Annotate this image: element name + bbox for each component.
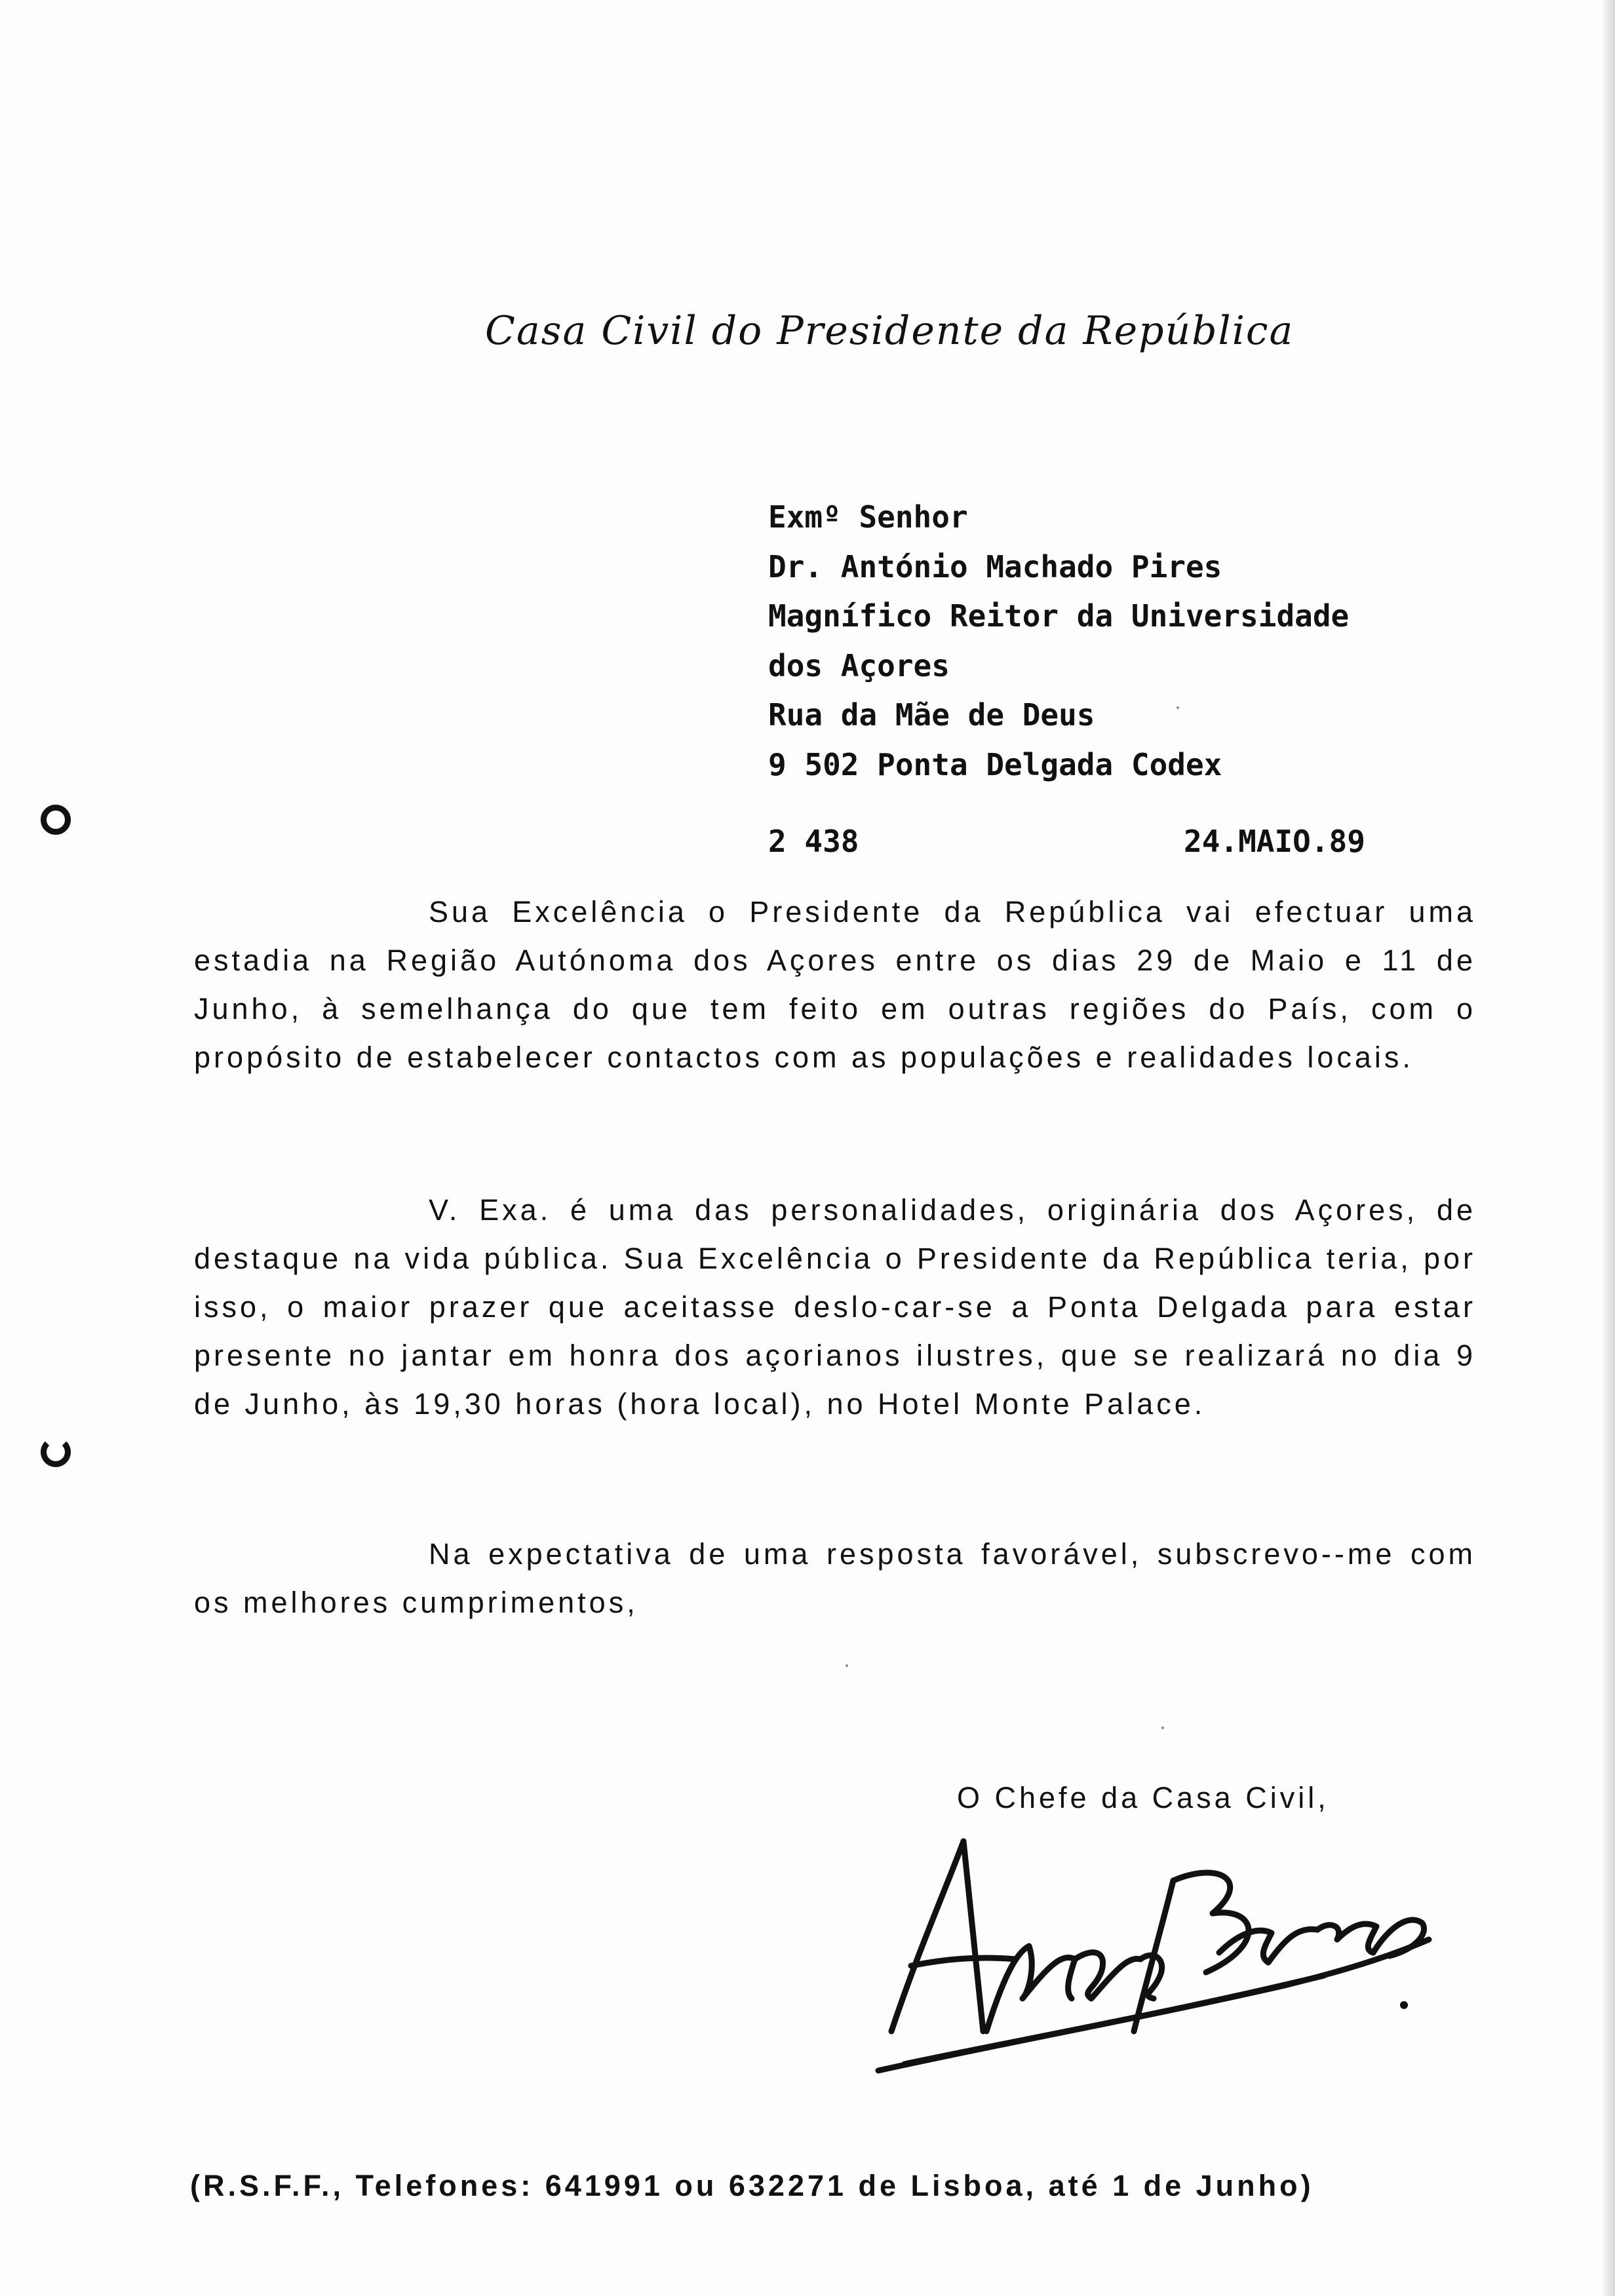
- recipient-line: 9 502 Ponta Delgada Codex: [768, 746, 1222, 782]
- recipient-address: [768, 493, 1349, 790]
- recipient-line: Rua da Mãe de Deus: [768, 697, 1095, 733]
- reference-number: 2 438: [768, 824, 859, 859]
- signature-image: [865, 1835, 1442, 2084]
- paper-speck: [1161, 1727, 1164, 1729]
- body-paragraph-2: [194, 1186, 1476, 1428]
- recipient-line: Exmº Senhor: [768, 499, 968, 535]
- page-edge-shadow: [1603, 0, 1615, 2296]
- body-paragraph-3: [194, 1530, 1476, 1627]
- paragraph-text: V. Exa. é uma das personalidades, originária dos Açores, de destaque na vida pública. Sua Excelência o Presidente da República teria, por isso, o maior prazer que aceitasse deslo-car-se a Ponta Delgada para estar presente no jantar em honra dos açorianos ilustres, que se realizará no dia 9 de Junho, às 19,30 horas (hora local), no Hotel Monte Palace.: [194, 1193, 1476, 1421]
- paragraph-text: Sua Excelência o Presidente da República vai efectuar uma estadia na Região Autónoma dos Açores entre os dias 29 de Maio e 11 de Junho, à semelhança do que tem feito em outras regiões do País, com o propósito de estabelecer contactos com as populações e realidades locais.: [194, 895, 1476, 1074]
- recipient-line: Dr. António Machado Pires: [768, 548, 1222, 584]
- handwritten-signature: [865, 1835, 1442, 2084]
- footer-rsvp: (R.S.F.F., Telefones: 641991 ou 632271 de Lisboa, até 1 de Junho): [190, 2169, 1314, 2202]
- recipient-line: dos Açores: [768, 647, 950, 683]
- letter-date: 24.MAIO.89: [1184, 824, 1365, 859]
- paragraph-text: Na expectativa de uma resposta favorável, subscrevo--me com os melhores cumprimentos,: [194, 1537, 1476, 1619]
- body-paragraph-1: [194, 888, 1476, 1082]
- letterhead: Casa Civil do Presidente da República: [485, 308, 1294, 354]
- punch-hole-top: [41, 805, 71, 835]
- closing-title: O Chefe da Casa Civil,: [957, 1781, 1329, 1814]
- recipient-line: Magnífico Reitor da Universidade: [768, 598, 1350, 634]
- paper-speck: [1177, 706, 1179, 709]
- punch-hole-bottom: [41, 1437, 71, 1467]
- paper-speck: [846, 1664, 848, 1667]
